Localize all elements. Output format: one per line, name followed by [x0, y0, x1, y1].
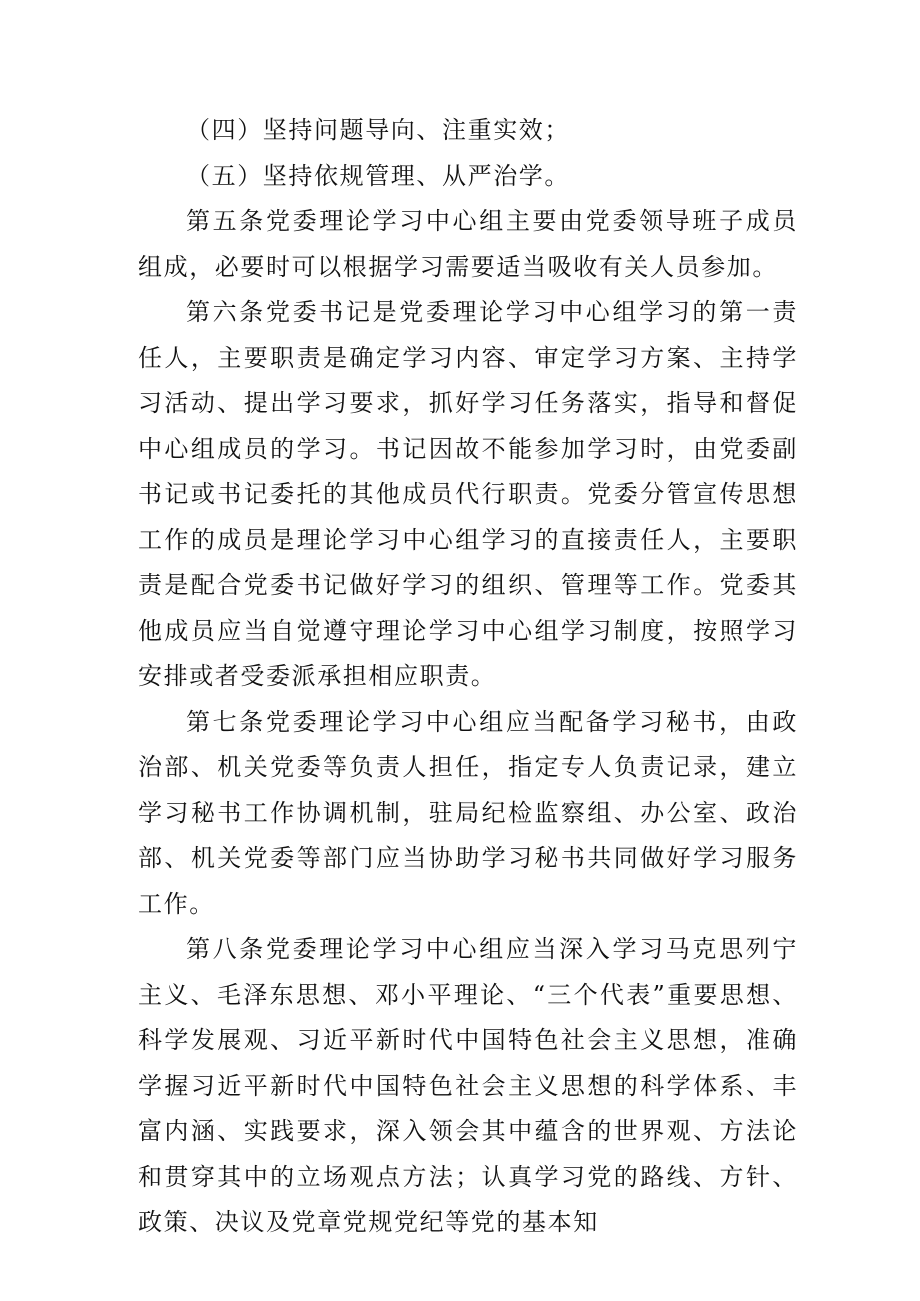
- article-six: 第六条党委书记是党委理论学习中心组学习的第一责任人，主要职责是确定学习内容、审定学习方案、主持学习活动、提出学习要求，抓好学习任务落实，指导和督促中心组成员的学习。书记因故不能参加学习时，由党委副书记或书记委托的其他成员代行职责。党委分管宣传思想工作的成员是理论学习中心组学习的直接责任人，主要职责是配合党委书记做好学习的组织、管理等工作。党委其他成员应当自觉遵守理论学习中心组学习制度，按照学习安排或者受委派承担相应职责。: [138, 298, 798, 690]
- article-eight: 第八条党委理论学习中心组应当深入学习马克思列宁主义、毛泽东思想、邓小平理论、“三个代表”重要思想、科学发展观、习近平新时代中国特色社会主义思想，准确学握习近平新时代中国特色社会主义思想的科学体系、丰富内涵、实践要求，深入领会其中蕴含的世界观、方法论和贯穿其中的立场观点方法；认真学习党的路线、方针、政策、决议及党章党规党纪等党的基本知: [138, 935, 798, 1236]
- list-item-five: （五）坚持依规管理、从严治学。: [186, 161, 570, 190]
- article-five: 第五条党委理论学习中心组主要由党委领导班子成员组成，必要时可以根据学习需要适当吸收有关人员参加。: [138, 207, 798, 281]
- article-seven: 第七条党委理论学习中心组应当配备学习秘书，由政治部、机关党委等负责人担任，指定专人负责记录，建立学习秘书工作协调机制，驻局纪检监察组、办公室、政治部、机关党委等部门应当协助学习秘书共同做好学习服务工作。: [138, 707, 798, 918]
- list-item-four: （四）坚持问题导向、注重实效；: [186, 116, 570, 144]
- document-body: [138, 108, 798, 1246]
